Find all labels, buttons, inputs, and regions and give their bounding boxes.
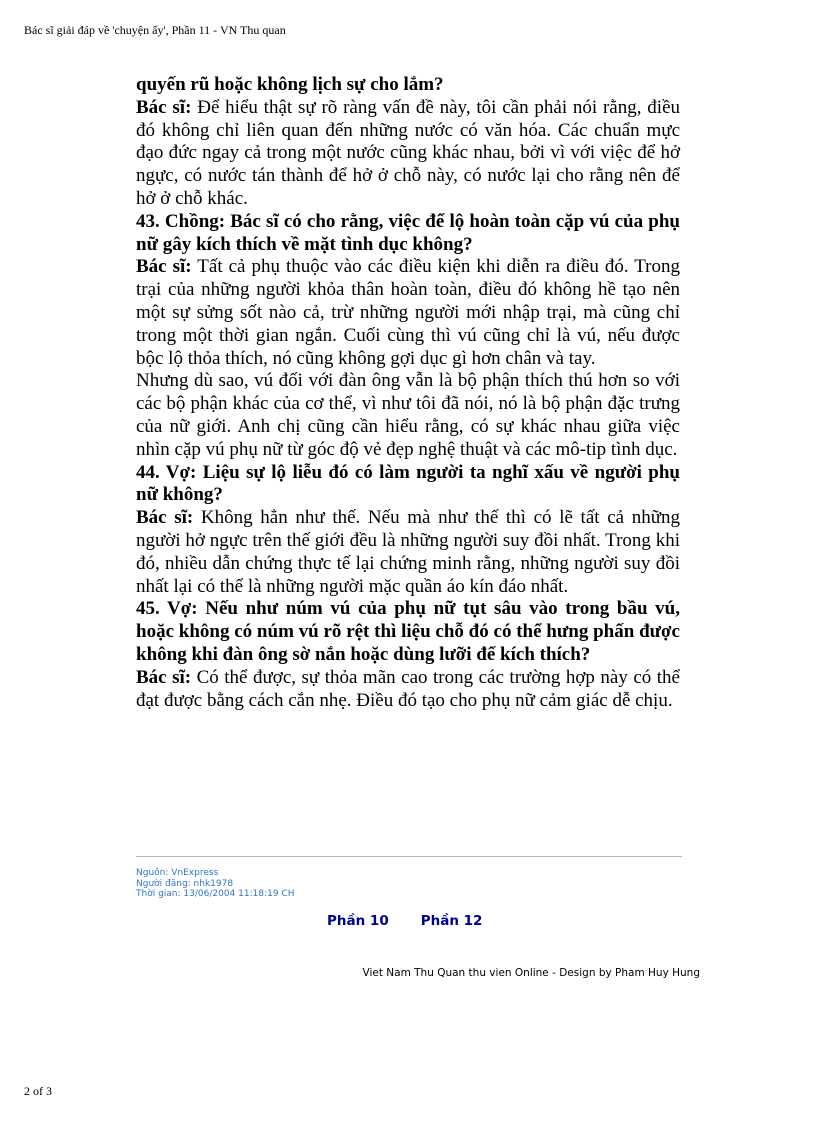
answer-text: Có thể được, sự thỏa mãn cao trong các trường hợp này có thể đạt được bằng cách cắn nhẹ. Điều đó tạo cho phụ nữ cảm giác dễ chịu. [136,666,680,711]
answer-text: Để hiểu thật sự rõ ràng vấn đề này, tôi cần phải nói rằng, điều đó không chỉ liên quan đến những nước có văn hóa. Các chuẩn mực đạo đức ngay cả trong một nước cũng khác nhau, bởi vì với việc để hở ngực, có nước tán thành để hở ở chỗ này, có nước lại cho rằng nên để hở ở chỗ khác. [136,96,681,209]
meta-source: Nguồn: VnExpress [136,868,219,878]
divider [136,856,682,857]
doctor-label: Bác sĩ: [136,507,194,529]
answer-text: Tất cả phụ thuộc vào các điều kiện khi diễn ra điều đó. Trong trại của những người khỏa thân hoàn toàn, điều đó không hề tạo nên một sự sửng sốt nào cả, trừ những người mới nhập trại, mà cũng chỉ trong một thời gian ngắn. Cuối cùng thì vú cũng chỉ là vú, nếu được bộc lộ thỏa thích, nó cũng không gợi dục gì hơn chân và tay. [136,256,680,369]
meta-time: Thời gian: 13/06/2004 11:18:19 CH [136,889,295,899]
question-text: 44. Vợ: Liệu sự lộ liễu đó có làm người ta nghĩ xấu về người phụ nữ không? [136,461,680,506]
answer-text: Không hẳn như thế. Nếu mà như thế thì có lẽ tất cả những người hở ngực trên thế giới đều là những người suy đồi nhất. Trong khi đó, nhiều dẫn chứng thực tế lại chứng minh rằng, những người suy đồi nhất lại có thể là những người mặc quần áo kín đáo nhất. [136,507,681,597]
answer-paragraph: Nhưng dù sao, vú đối với đàn ông vẫn là bộ phận thích thú hơn so với các bộ phận khác của cơ thể, vì như tôi đã nói, nó là bộ phận đặc trưng của nữ giới. Anh chị cũng cần hiểu rằng, có sự khác nhau giữa việc nhìn cặp vú phụ nữ từ góc độ vẻ đẹp nghệ thuật và các mô-tip tình dục. [136,370,680,460]
doctor-label: Bác sĩ: [136,666,192,688]
prev-part-link[interactable]: Phần 10 [327,913,389,929]
meta-poster: Người đăng: nhk1978 [136,878,234,889]
answer-paragraph [136,507,680,598]
doctor-label: Bác sĩ: [136,256,192,278]
doctor-label: Bác sĩ: [136,96,192,118]
part-navigation [327,913,482,929]
article-body [136,74,680,712]
answer-paragraph [136,667,680,713]
page-number: 2 of 3 [24,1084,52,1098]
question-text: quyến rũ hoặc không lịch sự cho lắm? [136,74,444,95]
page-header-title: Bác sĩ giải đáp về 'chuyện ấy', Phần 11 - VN Thu quan [24,23,286,37]
answer-paragraph [136,97,680,211]
question-text: 43. Chồng: Bác sĩ có cho rằng, việc để lộ hoàn toàn cặp vú của phụ nữ gây kích thích về mặt tình dục không? [136,210,680,255]
footer-credit: Viet Nam Thu Quan thu vien Online - Design by Pham Huy Hung [362,967,700,979]
article-meta [136,868,294,900]
next-part-link[interactable]: Phần 12 [420,913,483,929]
answer-paragraph [136,256,680,370]
question-text: 45. Vợ: Nếu như núm vú của phụ nữ tụt sâu vào trong bầu vú, hoặc không có núm vú rõ rệt thì liệu chỗ đó có thể hưng phấn được không khi đàn ông sờ nắn hoặc dùng lưỡi để kích thích? [136,598,680,665]
